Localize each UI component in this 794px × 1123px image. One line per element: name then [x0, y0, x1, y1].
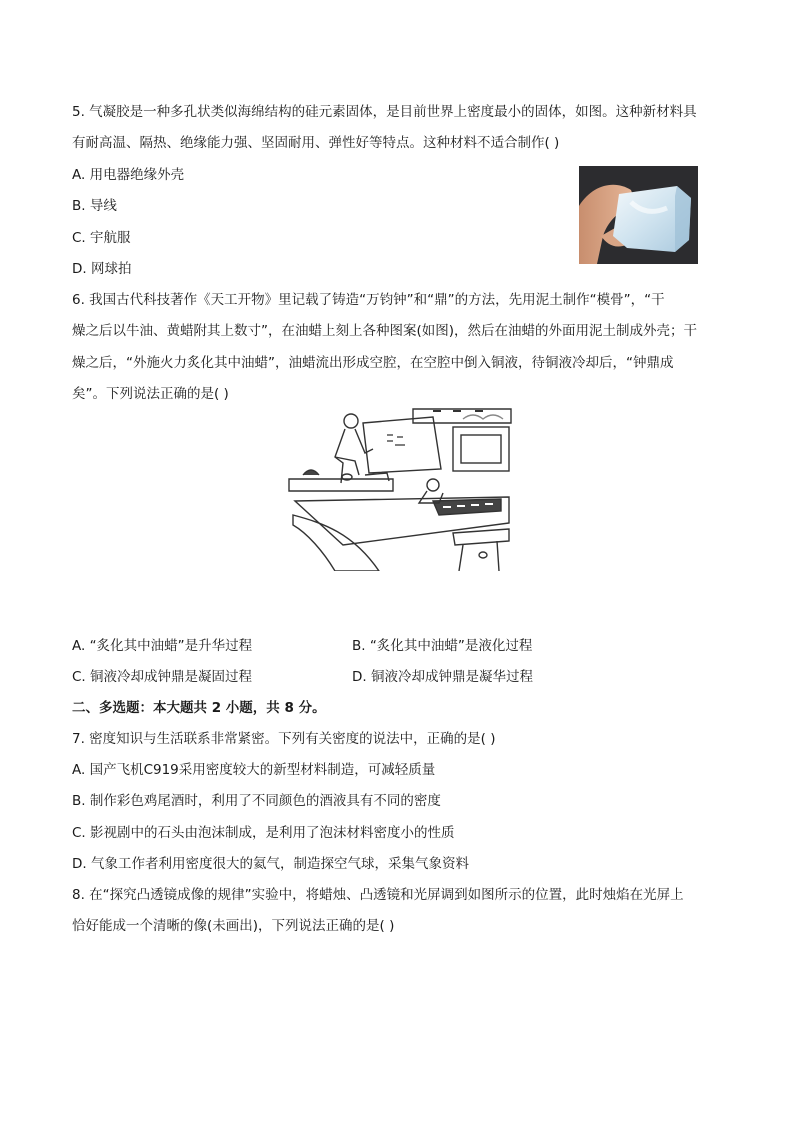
q5-option-b: B. 导线: [72, 198, 117, 214]
q5-option-c: C. 宇航服: [72, 230, 131, 246]
q6-stem-line-1: 6. 我国古代科技著作《天工开物》里记载了铸造“万钧钟”和“鼎”的方法，先用泥土制作“模骨”，“干: [72, 292, 665, 308]
q7-option-d: D. 气象工作者利用密度很大的氦气，制造探空气球，采集气象资料: [72, 856, 469, 872]
q5-option-d: D. 网球拍: [72, 261, 132, 277]
q6-option-d: D. 铜液冷却成钟鼎是凝华过程: [352, 669, 533, 685]
q7-stem: 7. 密度知识与生活联系非常紧密。下列有关密度的说法中，正确的是( ): [72, 731, 496, 747]
q6-stem-line-3: 燥之后，“外施火力炙化其中油蜡”，油蜡流出形成空腔，在空腔中倒入铜液，待铜液冷却后，“钟鼎成: [72, 355, 674, 371]
q6-option-b: B. “炙化其中油蜡”是液化过程: [352, 638, 533, 654]
q6-stem-line-4: 矣”。下列说法正确的是( ): [72, 386, 229, 402]
q8-stem-line-2: 恰好能成一个清晰的像(未画出)，下列说法正确的是( ): [72, 918, 395, 934]
q7-option-c: C. 影视剧中的石头由泡沫制成，是利用了泡沫材料密度小的性质: [72, 825, 455, 841]
q7-option-b: B. 制作彩色鸡尾酒时，利用了不同颜色的酒液具有不同的密度: [72, 793, 441, 809]
q6-option-a: A. “炙化其中油蜡”是升华过程: [72, 638, 253, 654]
section-2-heading: 二、多选题：本大题共 2 小题，共 8 分。: [72, 700, 326, 716]
q5-option-a: A. 用电器绝缘外壳: [72, 167, 185, 183]
q6-stem-line-2: 燥之后以牛油、黄蜡附其上数寸”，在油蜡上刻上各种图案(如图)，然后在油蜡的外面用泥土制成外壳；干: [72, 323, 698, 339]
q7-option-a: A. 国产飞机C919采用密度较大的新型材料制造，可减轻质量: [72, 762, 436, 778]
q5-stem-line-1: 5. 气凝胶是一种多孔状类似海绵结构的硅元素固体，是目前世界上密度最小的固体，如图。这种新材料具: [72, 104, 697, 120]
q5-stem-line-2: 有耐高温、隔热、绝缘能力强、坚固耐用、弹性好等特点。这种材料不适合制作( ): [72, 135, 560, 151]
aerogel-photo: [579, 166, 698, 264]
tiangong-kaiwu-illustration: [283, 405, 513, 571]
q8-stem-line-1: 8. 在“探究凸透镜成像的规律”实验中，将蜡烛、凸透镜和光屏调到如图所示的位置，此时烛焰在光屏上: [72, 887, 684, 903]
q6-option-c: C. 铜液冷却成钟鼎是凝固过程: [72, 669, 253, 685]
